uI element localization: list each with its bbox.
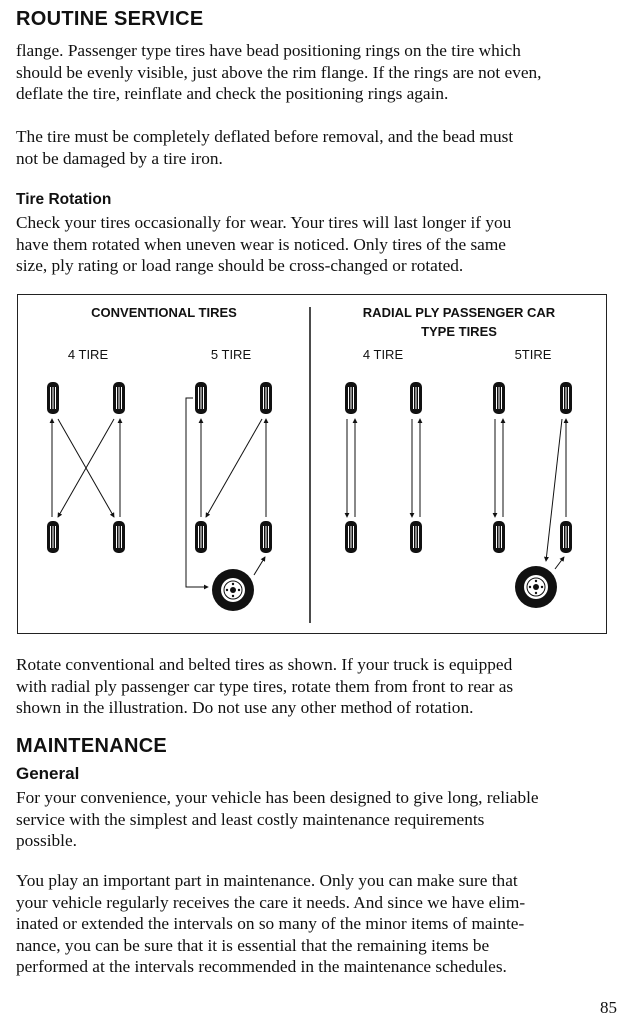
text-line: For your convenience, your vehicle has been designed to give long, reliable xyxy=(16,788,539,807)
conventional-4-tire-pattern xyxy=(47,382,125,553)
radial-5-tire-pattern xyxy=(493,382,572,608)
conventional-5-tire-pattern xyxy=(186,382,272,611)
text-line: size, ply rating or load range should be cross-changed or rotated. xyxy=(16,256,464,275)
page-number: 85 xyxy=(600,998,617,1017)
maintenance-title: MAINTENANCE xyxy=(16,735,168,757)
radial-4-tire-label: 4 TIRE xyxy=(362,347,404,362)
text-line: deflate the tire, reinflate and check the positioning rings again. xyxy=(16,84,449,103)
text-line: with radial ply passenger car type tires, rotate them from front to rear as xyxy=(16,676,514,696)
radial-tires-label-line2: TYPE TIRES xyxy=(421,324,497,339)
text-line: inated or extended the intervals on so many of the minor items of mainte- xyxy=(16,914,525,933)
important-paragraph xyxy=(16,870,616,978)
radial-tires-label-line1: RADIAL PLY PASSENGER CAR xyxy=(362,305,556,320)
text-line: nance, you can be sure that it is essential that the remaining items be xyxy=(16,935,490,955)
text-line: your vehicle regularly receives the care it needs. And since we have elim- xyxy=(16,892,526,912)
text-line: Rotate conventional and belted tires as shown. If your truck is equipped xyxy=(16,655,513,674)
text-line: You play an important part in maintenance. Only you can make sure that xyxy=(16,871,518,890)
tire-rotation-diagram xyxy=(17,294,607,634)
rotation-instructions-paragraph xyxy=(16,654,616,719)
section-title: ROUTINE SERVICE xyxy=(16,8,204,30)
general-paragraph xyxy=(16,787,616,852)
text-line: shown in the illustration. Do not use any other method of rotation. xyxy=(16,698,474,717)
text-line: performed at the intervals recommended in the maintenance schedules. xyxy=(16,957,507,976)
intro-paragraph xyxy=(16,40,616,105)
text-line: should be evenly visible, just above the rim flange. If the rings are not even, xyxy=(16,62,542,82)
text-line: The tire must be completely deflated before removal, and the bead must xyxy=(16,127,514,146)
rotation-paragraph xyxy=(16,212,616,277)
tire-rotation-heading: Tire Rotation xyxy=(16,191,112,208)
conventional-4-tire-label: 4 TIRE xyxy=(67,347,109,362)
text-line: service with the simplest and least costly maintenance requirements xyxy=(16,809,485,829)
rotation-patterns xyxy=(18,295,608,635)
conventional-tires-label: CONVENTIONAL TIRES xyxy=(91,305,237,320)
radial-4-tire-pattern xyxy=(345,382,422,553)
text-line: Check your tires occasionally for wear. Your tires will last longer if you xyxy=(16,213,512,232)
conventional-5-tire-label: 5 TIRE xyxy=(210,347,252,362)
radial-5-tire-label: 5TIRE xyxy=(514,347,552,362)
deflate-paragraph xyxy=(16,126,616,169)
text-line: flange. Passenger type tires have bead positioning rings on the tire which xyxy=(16,41,521,60)
text-line: possible. xyxy=(16,831,77,850)
general-heading: General xyxy=(16,764,80,783)
text-line: not be damaged by a tire iron. xyxy=(16,148,223,168)
text-line: have them rotated when uneven wear is noticed. Only tires of the same xyxy=(16,234,506,254)
